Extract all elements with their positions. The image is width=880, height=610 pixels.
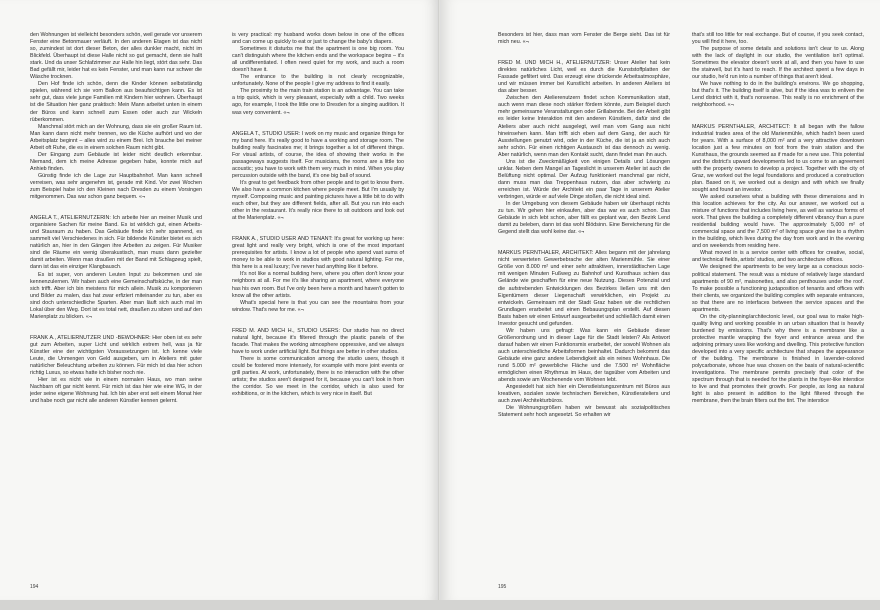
paragraph: FRED M. AND MICH H., STUDIO USERS: Our studio has no direct natural light, because it's filtered through the plastic panels of the facade. That makes the working atmosphere oppressive, and we always have to work under artificial light. But things are better in other studios. [232,327,404,355]
paragraph: Besonders ist hier, dass man vom Fenster die Berge sieht. Das ist für mich neu. «¬ [498,32,670,46]
right-page [440,0,880,600]
paragraph: The purpose of some details and solutions isn't clear to us. Along with the lack of daylight in our studio, the ventilation isn't optimal. Sometimes the elevator doesn't work at all, and then you have to use the stairwell, but it's hard to reach. If the architect spent a few days in our studio, he'd run into a number of things that aren't ideal. [692,46,864,81]
left-page-english-column [232,32,404,570]
paragraph: den Wohnungen ist vielleicht besonders schön, weil gerade vor unserem Fenster eine Betonmauer verläuft. In den anderen Etagen ist das nicht so, zumindest ist dort dieser Beton, der alles dunkler macht, nicht im Blickfeld. Überhaupt ist diese Halle nicht so gut gemacht, denn sie hallt stark. Und da unser Schlafzimmer zur Halle hin liegt, stört das sehr. Das Bad gefällt mir, leider hat es kein Fenster, und man kann nur schwer die Wäsche trocknen. [30,32,202,81]
paragraph: Den Hof finde ich schön, denn die Kinder können selbstständig spielen, während ich sie vom Balkon aus beaufsichtigen kann. Es ist sehr gut, dass viele junge Familien mit Kindern hier wohnen. Überhaupt ist die Situation hier ganz praktisch: Mein Mann arbeitet unten in einem der Büros und kann schnell zum Essen oder auch zur Wickeln rüberkommen. [30,81,202,123]
paragraph: Günstig finde ich die Lage zur Hauptbahnhof. Man kann schnell verreisen, was sehr angenehm ist, gerade mit Kind. Vor zwei Wochen zum Beispiel habe ich den Kleinen nach Dresden zu einem Vorsingen mitgenommen. Das war schon ganz bequem. «¬ [30,172,202,201]
paragraph: The entrance to the building is not clearly recognizable, unfortunately. None of the people I give my address to find it easily. [232,74,404,88]
paragraph: Es ist super, von anderen Leuten Input zu bekommen und sie kennenzulernen. Wir haben auch eine Gemeinschaftsküche, in der man sich trifft. Aber ich bin meistens für mich allein. Musik zu komponieren und Bilder zu malen, das hat zwar erfiziert miteinander zu tun, aber es sind doch unterschiedliche Sparten. Aber man läuft sich auch mal im Lokal über den Weg. Dort ist es total nett, draußen zu sitzen und auf den Marienplatz zu blicken. «¬ [30,271,202,320]
paragraph: is very practical: my husband works down below in one of the offices and can come up quickly to eat or just to change the baby's diapers. [232,32,404,46]
left-page-german-column [30,32,202,570]
paragraph: FRANK A., ATELIERNUTZER UND -BEWOHNER: Hier oben ist es sehr gut zum Arbeiten, super Licht und wirklich extrem hell, was ja für Künstler eine der wichtigsten Voraussetzungen ist. Ich kenne viele Leute, die Unmengen von Geld ausgeben, um in Ateliers mit guter natürlicher Beleuchtung arbeiten zu können. Für mich ist das hier schon richtig Luxus, so etwas hatte ich bisher noch nie. [30,334,202,377]
paragraph: Wir haben uns gefragt: Was kann ein Gebäude dieser Größenordnung und in dieser Lage für die Stadt leisten? Als Antwort darauf haben wir einen Funktionsmix erarbeitet, der sowohl Wohnen als auch unterschiedliche Arbeitsformen beinhaltet. Dadurch bekommt das Gebäude eine ganz andere Lebendigkeit als ein reines Wohnhaus. Die rund 5.000 m² gewerbliche Fläche und die 7.500 m² Wohnfläche ermöglichen einen Rhythmus im Haus, der tagsüber vom Arbeiten und abends sowie am Wochenende vom Wohnen lebt. [498,327,670,384]
paragraph: Hier ist es nicht wie in einem normalen Haus, wo man seine Nachbarn oft gar nicht kennt. Für mich ist das hier wie eine WG, in der jeder seine eigene Wohnung hat. Ich bin aber erst seit einem Monat hier und habe noch gar nicht alle anderen Künstler kennen gelernt. [30,377,202,405]
right-page-german-column [498,32,670,570]
paragraph: Angesiedelt hat sich hier ein Dienstleistungszentrum mit Büros aus kreativen, sozialen sowie technischen Bereichen, Künstlerateliers und auch zwei Architekturbüros. [498,384,670,405]
paragraph: Uns ist die Zweckmäßigkeit von einigen Details und Lösungen unklar. Neben dem Mangel an Tageslicht in unserem Atelier ist auch die Belüftung nicht optimal. Der Aufzug funktioniert manchmal gar nicht, dann muss man das Treppenhaus nutzen, das aber schwierig zu erreichen ist. Würde der Architekt ein paar Tage in unserem Atelier verbringen, würde er auf viele Dinge stoßen, die nicht ideal sind. [498,158,670,200]
paragraph: What's special here is that you can see the mountains from your window. That's new for me. «¬ [232,299,404,313]
right-page-english-column [692,32,864,570]
paragraph: On the city-planning/architectonic level, our goal was to make high-quality living and working possible in an urban situation that is heavily burdened by emissions. That's why there is a membrane like a protective mantle wrapping the foyer and entrance areas and the adjoining primary uses like working and dwelling. This protective function developed into a very specific architecture that shapes the appearance of the building. The membrane is finished in lavender-colored polycarbonate, whose hue was chosen on the basis of natural-scientific investigations. The membrane permits precisely that color of the spectrum through that is needed for the plants in the foyer-like interstice to live and that promotes their growth. For people, as long as natural light is also present in addition to the light filtered through the membrane, then the brain filters out the tint. The interstice [692,313,864,405]
paragraph: What moved in is a service center with offices for creative, social, and technical fields, artists' studios, and two architecture offices. [692,250,864,264]
page-number-left: 194 [30,584,39,590]
paragraph: FRANK A., STUDIO USER AND TENANT: It's great for working up here: great light and really very bright, which is one of the most important prerequisites for artists. I know a lot of people who spend vast sums of money to be able to work in studios with good natural lighting. For me, this here is a real luxury; I've never had anything like it before. [232,236,404,271]
left-page [0,0,440,600]
paragraph: MARKUS PERNTHALER, ARCHITECT: It all began with the fallow industrial trades area of the old Marienmühle, which hadn't been used for years. With a surface of 8,000 m² and a very attractive downtown location just a few minutes on foot from the train station and the Kunsthaus, the grounds seemed as if made for a new use. This potential and the district's upward developments led to us come to an agreement with the property owners to develop a project. Together with the city of Graz, we worked out the legal foundations and produced a construction plan. Based on it, we worked out a design and with which we finally sought and found an investor. [692,123,864,193]
paragraph: Die Wohnungsgrößen haben wir bewusst als sozialpolitisches Statement sehr hoch angesetzt. So erhalten wir [498,405,670,419]
paragraph: It's not like a normal building here, where you often don't know your neighbors at all. For me it's like sharing an apartment, where everyone has his own room. But I've only been here a month and haven't gotten to know all the other artists. [232,271,404,299]
paragraph: Zwischen den Atelierenutzern findet schon Kommunikation statt, auch wenn man diese noch stärker fördern könnte, zum Beispiel durch mehr gemeinsame Veranstaltungen oder Grillabende. Bei der Arbeit gibt es leider keine Interaktion mit den anderen Künstlern, dafür sind die Ateliers aber auch nicht ausgelegt, weil man vom Gang aus nicht hineinsehen kann. Man trifft sich eben auf dem Gang, der auch für Ausstellungen genutzt wird, oder in der Küche, die ist ja an sich auch sehr schön. Für einen richtigen Austausch ist das dennoch zu wenig. Aber natürlich, wenn man den Kontakt sucht, dann findet man ihn auch. [498,95,670,158]
paragraph: The proximity to the main train station is an advantage. You can take a trip quick, which is very pleasant, especially with a child. Two weeks ago, for example, I took the little one to Dresden for a singing audition. It was very convenient. «¬ [232,88,404,116]
paragraph: We designed the apartments to be very large as a conscious socio-political statement. The result was a mixture of relatively large standard apartments of 90 m², maisonettes, and also penthouses under the roof. To make possible a functioning juxtaposition of tenants and offices with their clients, we organized the building complex with separate entrances, so that there are no interfaces between the service spaces and the apartments. [692,264,864,313]
paragraph: In der Umgebung von diesem Gebäude haben wir überhaupt nichts zu tun. Wir gehen hier einkaufen, aber das war es auch schon. Das Gebäude in sich lebt schon, aber fällt es geplant war, den Bezirk Lend damit zu beleben, dann ist das wohl Blödsinn. Eine Bereicherung für die Gegend stellt das wohl keine dar. «¬ [498,201,670,236]
paragraph: Manchmal stört mich an der Wohnung, dass sie ein großer Raum ist. Man kann dann nicht mehr trennen, wo die Küche aufhört und wo der Arbeitsplatz beginnt – alles wird zu einem Brei. Ich brauche bei meiner Arbeit oft Ruhe, die es in einem solchen Raum nicht gibt. [30,123,202,151]
page-number-right: 195 [498,584,507,590]
paragraph: FRED M. UND MICH H., ATELIERNUTZER: Unser Atelier hat kein direktes natürliches Licht, weil es durch die Kunststoffplatten der Fassade gefiltert wird. Das erzeugt eine drückende Arbeitsatmosphäre, und wir müssen immer bei Kunstlicht arbeiten. In anderen Ateliers ist das aber besser. [498,60,670,95]
paragraph: Der Eingang zum Gebäude ist leider nicht deutlich erkennbar. Niemand, dem ich meine Adresse gegeben habe, konnte mich auf Anhieb finden. [30,151,202,172]
paragraph: Sometimes it disturbs me that the apartment is one big room. You can't distinguish where the kitchen ends and the workspace begins – it's all undifferentiated. I often need quiet for my work, and such a room doesn't have it. [232,46,404,74]
paragraph: We asked ourselves what a building with these dimensions and in this location achieves for the city. As our answer, we worked out a mixture of functions that includes living here, as well as various forms of work. That gives the building a completely different vibrancy than a pure residential building would have. The approximately 5,000 m² of commercial space and the 7,500 m² of living space give rise to a rhythm in the building, which lives during the day from work and in the evening and on weekends from residing here. [692,193,864,250]
paragraph: It's great to get feedback from other people and to get to know them. We also have a common kitchen where people meet. But I'm usually by myself. Composing music and painting pictures have a little bit to do with each other, but they are different fields, after all. But you run into each other in the restaurant. It's really nice there to sit outdoors and look out at the Marienplatz. «¬ [232,179,404,222]
paragraph: There is some communication among the studio users, though it could be fostered more intensely, for example with more joint events or grill parties. At work, unfortunately, there is no interaction with the other artists; the studios aren't designed for it, because you can't look in from the corridor. So we meet in the corridor, which is also used for exhibitions, or in the kitchen, which is very nice in itself. But [232,355,404,398]
paragraph: ANGELA T., STUDIO USER: I work on my music and organize things for my band here. It's really good to have a working and storage room. The building really fascinates me; it brings together a lot of different things. For visual artists, of course, the idea of showing their works in the passageways suggests itself. For musicians, the rooms are a little too acoustic; you have to work with them very much in mind. When you play percussion outside with the band, it's one big ball of sound. [232,130,404,179]
paragraph: MARKUS PERNTHALER, ARCHITEKT: Alles begann mit der jahrelang nicht verwerteten Gewerbebrache der alten Marienmühle. Sie einer Größe von 8.000 m² und einer sehr attraktiven, innerstädtischen Lage mit wenigen Minuten Fußweg zu Bahnhof und Kunsthaus schien das Gelände wie geschaffen für eine neue Nutzung. Dieses Potenzial und die aufstrebenden Entwicklungen des Bezirkes ließen uns mit den Eigentümern dieser Liegenschaft verwirklichen, ein Projekt zu entwickeln. Gemeinsam mit der Stadt Graz haben wir die rechtlichen Grundlagen erarbeitet und einen Bebauungsplan erstellt. Auf diesen Basis haben wir einen Entwurf ausgearbeitet und schließlich damit einen Investor gesucht und gefunden. [498,250,670,327]
paragraph: ANGELA T., ATELIERNUTZERIN: Ich arbeite hier an meiner Musik und organisiere Sachen für meine Band. Es ist wirklich gut, einen Arbeits- und Stauraum zu haben. Das Gebäude finde ich sehr spannend, es sammelt viel Verschiedenes in sich. Für bildende Künstler bietet es sich natürlich an, hier in den Gängen ihre Arbeiten zu zeigen. Für Musiker sind die Räume ein wenig überakustisch, man muss dann gezielter damit arbeiten. Wenn man draußen mit der Band mit Schlagzeug spielt, dann ist das ein einziger Klangbausch. [30,215,202,271]
paragraph: that's still too little for real exchange. But of course, if you seek contact, you will find it here, too. [692,32,864,46]
paragraph: We have nothing to do in the building's environs. We go shopping, but that's it. The building itself is alive, but if the idea was to enliven the Lend district with it, that's nonsense. This really is no enrichment of the neighborhood. «¬ [692,81,864,109]
